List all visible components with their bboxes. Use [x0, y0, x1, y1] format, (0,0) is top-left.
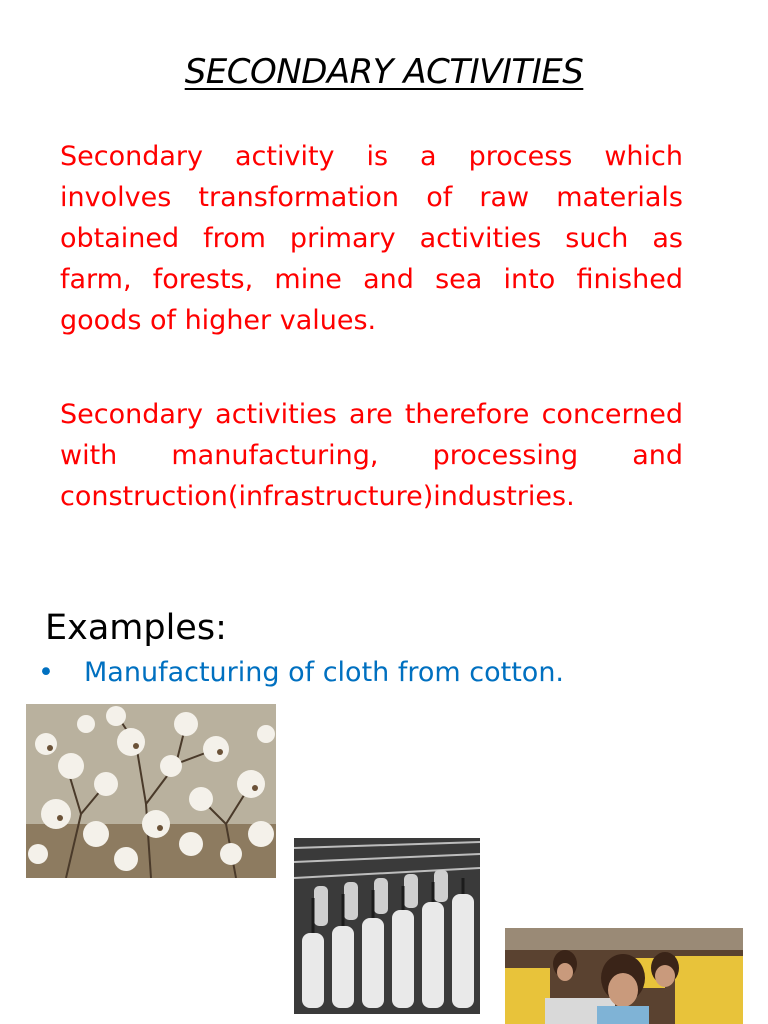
garment-factory-photo [505, 928, 743, 1024]
concern-paragraph: Secondary activities are therefore concerned with manufacturing, processing and construction(infrastructure)industries. [60, 399, 683, 512]
cotton-plant-photo [26, 704, 276, 878]
examples-heading: Examples: [45, 608, 227, 648]
bullet-dot-icon: • [38, 657, 54, 688]
cotton-plant-illustration [26, 704, 276, 878]
spinning-machine-illustration [294, 838, 480, 1014]
bullet-text: Manufacturing of cloth from cotton. [84, 657, 565, 688]
slide-title: SECONDARY ACTIVITIES [184, 52, 584, 92]
garment-factory-illustration [505, 928, 743, 1024]
definition-paragraph: Secondary activity is a process which involves transformation of raw materials obtained from primary activities such as farm, forests, mine and sea into finished goods of higher values. [60, 141, 683, 336]
spinning-machine-photo [294, 838, 480, 1014]
